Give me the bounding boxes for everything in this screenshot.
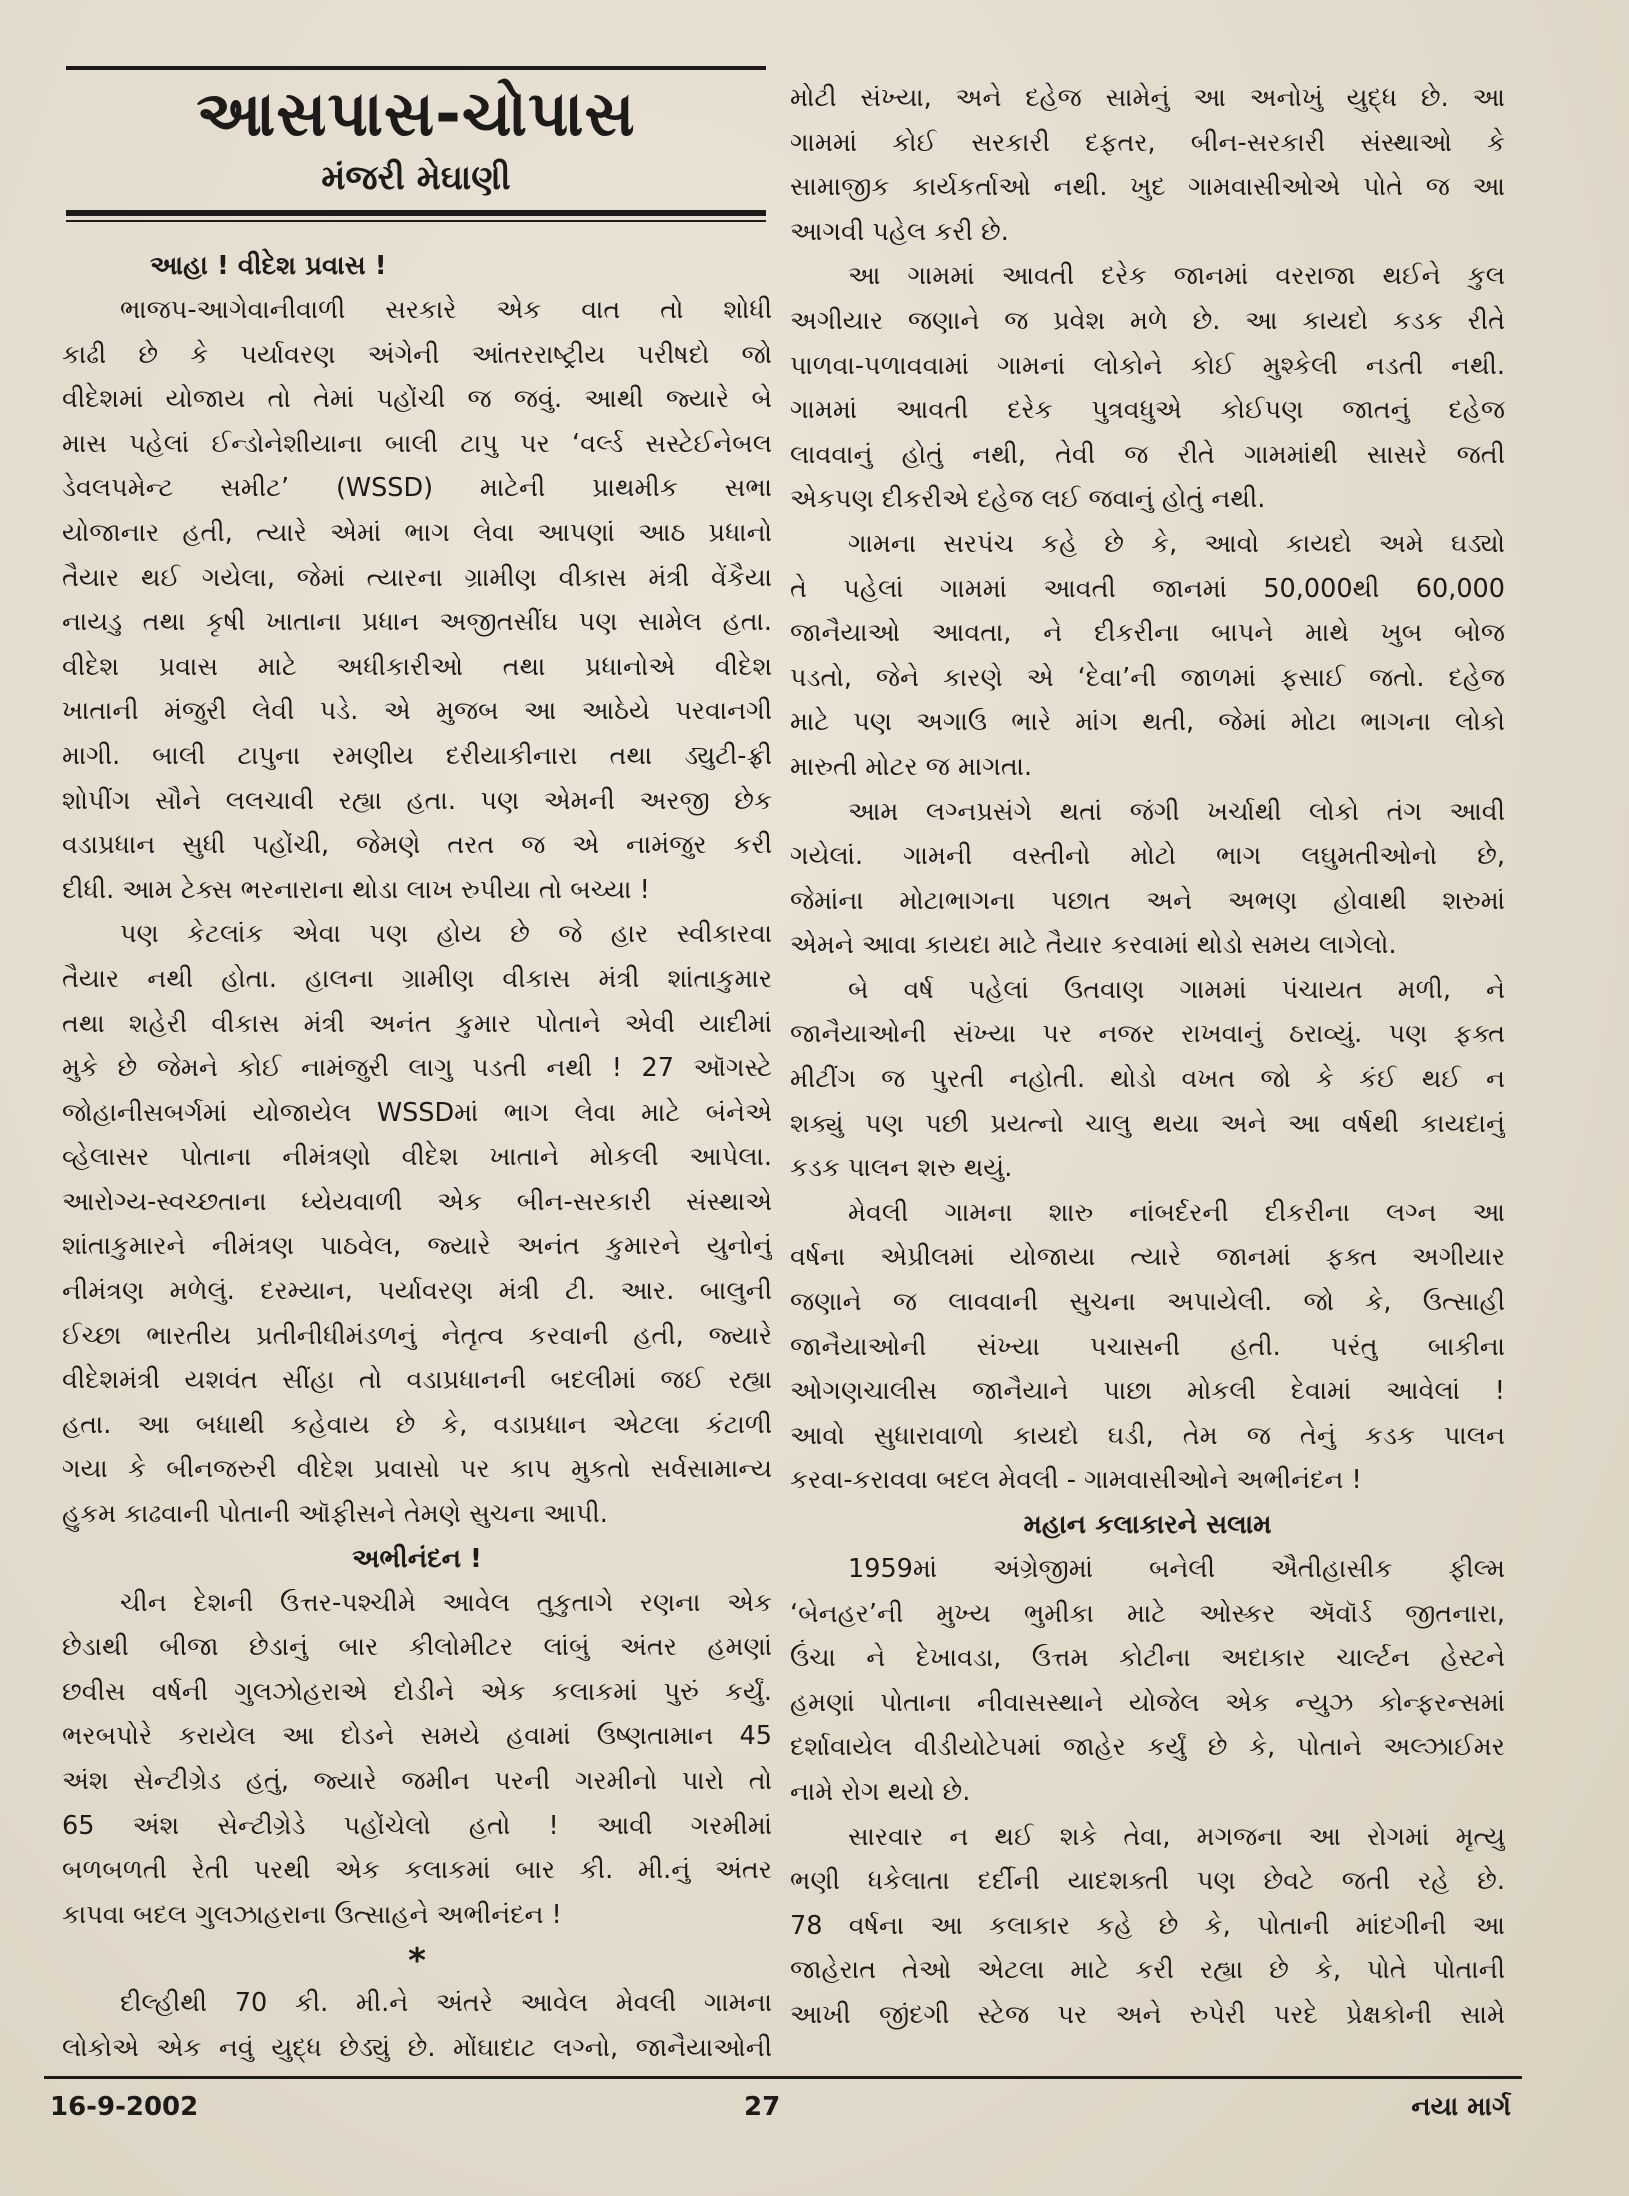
article-body xyxy=(790,1191,1505,1503)
text-line: ગયેલાં. ગામની વસ્તીનો મોટો ભાગ લઘુમતીઓનો છે, xyxy=(790,841,1505,872)
text-line: તૈયાર થઈ ગયેલા, જેમાં ત્યારના ગ્રામીણ વીકાસ મંત્રી વેંકૈયા xyxy=(62,562,772,593)
text-line: ડેવલપમેન્ટ સમીટ’ (WSSD) માટેની પ્રાથમીક સભા xyxy=(62,473,772,504)
page-number: 27 xyxy=(744,2092,781,2122)
text-line: અગીયાર જણાને જ પ્રવેશ મળે છે. આ કાયદો કડક રીતે xyxy=(790,305,1505,336)
text-line: યોજાનાર હતી, ત્યારે એમાં ભાગ લેવા આપણાં આઠ પ્રધાનો xyxy=(62,517,772,548)
text-line: માગી. બાલી ટાપુના રમણીય દરીયાકીનારા તથા ડ્યુટી-ફ્રી xyxy=(62,740,772,771)
text-line: મીટીંગ જ પુરતી નહોતી. થોડો વખત જો કે કંઈ થઈ ન xyxy=(790,1064,1505,1095)
text-line: કડક પાલન શરુ થયું. xyxy=(790,1153,1013,1184)
text-line: માટે પણ અગાઉ ભારે માંગ થતી, જેમાં મોટા ભાગના લોકો xyxy=(790,707,1505,738)
text-line: આમ લગ્નપ્રસંગે થતાં જંગી ખર્ચાથી લોકો તંગ આવી xyxy=(848,796,1505,827)
text-line: વીદેશ પ્રવાસ માટે અધીકારીઓ તથા પ્રધાનોએ વીદેશ xyxy=(62,651,772,682)
text-line: વડાપ્રધાન સુધી પહોંચી, જેમણે તરત જ એ નામંજુર કરી xyxy=(62,830,772,861)
text-line: લોકોએ એક નવું યુદ્ધ છેડ્યું છે. મોંઘાદાટ લગ્નો, જાનૈયાઓની xyxy=(62,2032,772,2063)
text-line: પડતો, જેને કારણે એ ‘દેવા’ની જાળમાં ફસાઈ જતો. દહેજ xyxy=(790,662,1505,693)
text-line: આગવી પહેલ કરી છે. xyxy=(790,216,1009,247)
text-line: જાનૈયાઓ આવતા, ને દીકરીના બાપને માથે ખુબ બોજ xyxy=(790,618,1505,649)
text-line: પણ કેટલાંક એવા પણ હોય છે જે હાર સ્વીકારવા xyxy=(120,919,772,950)
text-line: કાપવા બદલ ગુલઝાહરાના ઉત્સાહને અભીનંદન ! xyxy=(62,1899,562,1930)
text-line: ગયા કે બીનજરુરી વીદેશ પ્રવાસો પર કાપ મુકતો સર્વસામાન્ય xyxy=(62,1454,772,1485)
text-line: વર્ષના એપ્રીલમાં યોજાયા ત્યારે જાનમાં ફક્ત અગીયાર xyxy=(790,1242,1505,1273)
section-heading: મહાન કલાકારને સલામ xyxy=(1023,1510,1272,1540)
text-line: જેમાંના મોટાભાગના પછાત અને અભણ હોવાથી શરુમાં xyxy=(790,885,1505,916)
text-line: જાહેરાત તેઓ એટલા માટે કરી રહ્યા છે કે, પોતે પોતાની xyxy=(790,1955,1505,1986)
text-line: સામાજીક કાર્યકર્તાઓ નથી. ખુદ ગામવાસીઓએ પોતે જ આ xyxy=(790,172,1505,203)
text-line: છવીસ વર્ષની ગુલઝોહરાએ દોડીને એક કલાકમાં પુરું કર્યું. xyxy=(62,1676,772,1707)
article-body xyxy=(790,1815,1505,2038)
text-line: ખાતાની મંજુરી લેવી પડે. એ મુજબ આ આઠેયે પરવાનગી xyxy=(62,696,772,727)
text-line: લાવવાનું હોતું નથી, તેવી જ રીતે ગામમાંથી સાસરે જતી xyxy=(790,439,1505,470)
text-line: 1959માં અંગ્રેજીમાં બનેલી ઐતીહાસીક ફીલ્મ xyxy=(848,1554,1505,1584)
text-line: એકપણ દીકરીએ દહેજ લઈ જવાનું હોતું નથી. xyxy=(790,484,1266,515)
text-line: બે વર્ષ પહેલાં ઉતવાણ ગામમાં પંચાયત મળી, ને xyxy=(848,974,1505,1005)
text-line: માસ પહેલાં ઈન્ડોનેશીયાના બાલી ટાપુ પર ‘વર્લ્ડ સસ્ટેઈનેબલ xyxy=(62,428,772,459)
text-line: શોપીંગ સૌને લલચાવી રહ્યા હતા. પણ એમની અરજી છેક xyxy=(62,785,772,816)
text-line: ભરબપોરે કરાયેલ આ દોડને સમયે હવામાં ઉષ્ણતામાન 45 xyxy=(62,1721,772,1752)
section-separator-star: * xyxy=(408,1941,426,1982)
text-line: હુકમ કાઢવાની પોતાની ઑફીસને તેમણે સુચના આપી. xyxy=(62,1499,608,1530)
article-body xyxy=(790,1547,1505,1815)
article-body xyxy=(790,522,1505,790)
text-line: જાનૈયાઓની સંખ્યા પર નજર રાખવાનું ઠરાવ્યું. પણ ફક્ત xyxy=(790,1019,1505,1050)
article-body xyxy=(62,288,772,912)
section-heading: અભીનંદન ! xyxy=(352,1543,482,1574)
text-line: જાનૈયાઓની સંખ્યા પચાસની હતી. પરંતુ બાકીના xyxy=(790,1331,1505,1362)
text-line: ઓગણચાલીસ જાનૈયાને પાછા મોકલી દેવામાં આવેલાં ! xyxy=(790,1376,1505,1407)
article-body xyxy=(62,1581,772,1938)
section-heading: આહા ! વીદેશ પ્રવાસ ! xyxy=(150,251,387,281)
text-line: અંશ સેન્ટીગ્રેડ હતું, જ્યારે જમીન પરની ગરમીનો પારો તો xyxy=(62,1766,772,1796)
text-line: ચીન દેશની ઉત્તર-પશ્ચીમે આવેલ તુકુતાગે રણના એક xyxy=(120,1587,772,1618)
text-line: તે પહેલાં ગામમાં આવતી જાનમાં 50,000થી 60,000 xyxy=(790,573,1505,604)
text-line: દીધી. આમ ટેક્સ ભરનારાના થોડા લાખ રુપીયા તો બચ્યા ! xyxy=(62,874,650,905)
text-line: ગામમાં આવતી દરેક પુત્રવધુએ કોઈપણ જાતનું દહેજ xyxy=(790,395,1505,426)
text-line: જણાને જ લાવવાની સુચના અપાયેલી. જો કે, ઉત્સાહી xyxy=(790,1287,1505,1318)
text-line: ગામમાં કોઈ સરકારી દફતર, બીન-સરકારી સંસ્થાઓ કે xyxy=(790,127,1505,158)
text-line: શક્યું પણ પછી પ્રયત્નો ચાલુ થયા અને આ વર્ષથી કાયદાનું xyxy=(790,1108,1505,1139)
text-line: નાયડુ તથા કૃષી ખાતાના પ્રધાન અજીતસીંઘ પણ સામેલ હતા. xyxy=(62,607,772,638)
text-line: હતા. આ બધાથી કહેવાય છે કે, વડાપ્રધાન એટલા કંટાળી xyxy=(62,1409,772,1440)
text-line: દીલ્હીથી 70 કી. મી.ને અંતરે આવેલ મેવલી ગામના xyxy=(120,1988,772,2019)
magazine-name: નયા માર્ગ xyxy=(1411,2092,1511,2122)
text-line: શાંતાકુમારને નીમંત્રણ પાઠવેલ, જ્યારે અનંત કુમારને યુનોનું xyxy=(62,1231,772,1262)
text-line: ‘બેનહર’ની મુખ્ય ભુમીકા માટે ઓસ્કર ઍવૉર્ડ જીતનારા, xyxy=(790,1598,1505,1629)
text-line: નીમંત્રણ મળેલું. દરમ્યાન, પર્યાવરણ મંત્રી ટી. આર. બાલુની xyxy=(62,1276,772,1307)
text-line: 78 વર્ષના આ કલાકાર કહે છે કે, પોતાની માંદગીની આ xyxy=(790,1910,1505,1941)
text-line: ઈચ્છા ભારતીય પ્રતીનીધીમંડળનું નેતૃત્વ કરવાની હતી, જ્યારે xyxy=(62,1320,772,1351)
text-line: પાળવા-પળાવવામાં ગામનાં લોકોને કોઈ મુશ્કેલી નડતી નથી. xyxy=(790,350,1505,381)
text-line: મોટી સંખ્યા, અને દહેજ સામેનું આ અનોખું યુદ્ધ છે. આ xyxy=(790,83,1505,113)
masthead-top-rule xyxy=(66,66,766,70)
text-line: કાઢી છે કે પર્યાવરણ અંગેની આંતરરાષ્ટ્રીય પરીષદો જો xyxy=(62,339,772,370)
text-line: મારુતી મોટર જ માગતા. xyxy=(790,751,1033,782)
text-line: છેડાથી બીજા છેડાનું બાર કીલોમીટર લાંબું અંતર હમણાં xyxy=(62,1632,772,1663)
text-line: હમણાં પોતાના નીવાસસ્થાને યોજેલ એક ન્યુઝ કોન્ફરન્સમાં xyxy=(790,1687,1505,1718)
masthead-bottom-rule xyxy=(66,210,766,216)
text-line: ગામના સરપંચ કહે છે કે, આવો કાયદો અમે ઘડ્યો xyxy=(848,528,1505,559)
text-line: વ્હેલાસર પોતાના નીમંત્રણો વીદેશ ખાતાને મોકલી આપેલા. xyxy=(62,1142,772,1173)
text-line: વીદેશમંત્રી યશવંત સીંહા તો વડાપ્રધાનની બદલીમાં જઈ રહ્યા xyxy=(62,1365,772,1396)
text-line: ભણી ધકેલાતા દર્દીની યાદશક્તી પણ છેવટે જતી રહે છે. xyxy=(790,1866,1505,1897)
text-line: મેવલી ગામના શારુ નાંબર્દરની દીકરીના લગ્ન આ xyxy=(848,1197,1505,1228)
text-line: તથા શહેરી વીકાસ મંત્રી અનંત કુમાર પોતાને એવી યાદીમાં xyxy=(62,1008,772,1039)
masthead-bottom-rule-thin xyxy=(66,220,766,222)
text-line: સારવાર ન થઈ શકે તેવા, મગજના આ રોગમાં મૃત્યુ xyxy=(848,1821,1505,1852)
left-column xyxy=(62,244,772,2071)
article-body xyxy=(790,968,1505,1191)
text-line: આરોગ્ય-સ્વચ્છતાના ધ્યેયવાળી એક બીન-સરકારી સંસ્થાએ xyxy=(62,1186,772,1217)
article-body xyxy=(790,76,1505,254)
text-line: બળબળતી રેતી પરથી એક કલાકમાં બાર કી. મી.નું અંતર xyxy=(62,1855,772,1886)
text-line: 65 અંશ સેન્ટીગ્રેડે પહોંચેલો હતો ! આવી ગરમીમાં xyxy=(62,1810,772,1841)
article-body xyxy=(62,1981,772,2070)
text-line: વીદેશમાં યોજાય તો તેમાં પહોંચી જ જવું. આથી જ્યારે બે xyxy=(62,384,772,415)
text-line: તૈયાર નથી હોતા. હાલના ગ્રામીણ વીકાસ મંત્રી શાંતાકુમાર xyxy=(62,963,772,994)
text-line: આવો સુધારાવાળો કાયદો ઘડી, તેમ જ તેનું કડક પાલન xyxy=(790,1420,1505,1451)
right-column xyxy=(790,76,1505,2038)
article-body xyxy=(790,254,1505,522)
text-line: જોહાનીસબર્ગમાં યોજાયેલ WSSDમાં ભાગ લેવા માટે બંનેએ xyxy=(62,1097,772,1128)
author-name: મંજરી મેઘાણી xyxy=(321,158,511,198)
text-line: દર્શાવાયેલ વીડીયોટેપમાં જાહેર કર્યું છે કે, પોતાને અલ્ઝાઈમર xyxy=(790,1732,1505,1763)
issue-date: 16-9-2002 xyxy=(50,2092,199,2122)
footer-rule xyxy=(44,2076,1522,2079)
text-line: નામે રોગ થયો છે. xyxy=(790,1776,971,1807)
text-line: કરવા-કરાવવા બદલ મેવલી - ગામવાસીઓને અભીનંદન ! xyxy=(790,1465,1362,1496)
article-body xyxy=(62,912,772,1536)
text-line: મુકે છે જેમને કોઈ નામંજુરી લાગુ પડતી નથી ! 27 ઑગસ્ટે xyxy=(62,1053,772,1084)
text-line: ઉંચા ને દેખાવડા, ઉત્તમ કોટીના અદાકાર ચાર્લ્ટન હેસ્ટને xyxy=(790,1643,1505,1674)
text-line: આ ગામમાં આવતી દરેક જાનમાં વરરાજા થઈને કુલ xyxy=(848,261,1505,292)
text-line: એમને આવા કાયદા માટે તૈયાર કરવામાં થોડો સમય લાગેલો. xyxy=(790,930,1397,961)
article-body xyxy=(790,790,1505,968)
text-line: આખી જીંદગી સ્ટેજ પર અને રુપેરી પરદે પ્રેક્ષકોની સામે xyxy=(790,1999,1505,2030)
column-title: આસપાસ-ચોપાસ xyxy=(196,77,636,150)
text-line: ભાજપ-આગેવાનીવાળી સરકારે એક વાત તો શોધી xyxy=(120,295,772,325)
